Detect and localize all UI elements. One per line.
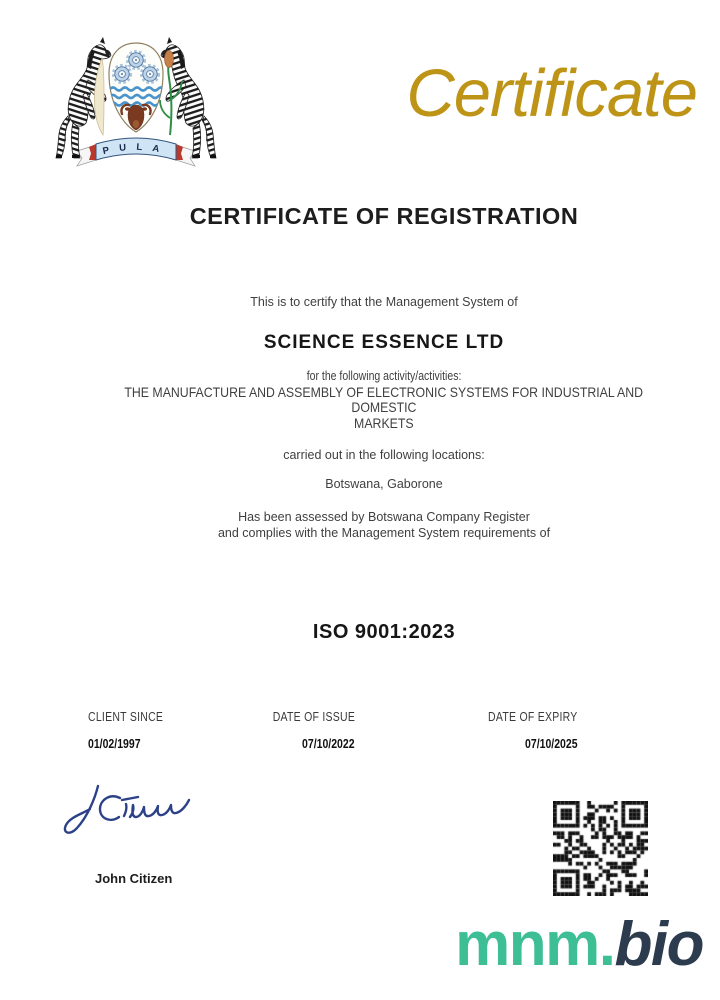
brand-primary: mnm. — [455, 910, 615, 979]
pula-banner — [72, 138, 200, 166]
signer-name: John Citizen — [95, 871, 173, 886]
qr-code — [553, 801, 648, 896]
banner-text: PULA — [101, 141, 171, 158]
locations-intro: carried out in the following locations: — [283, 448, 485, 462]
date-of-issue-value: 07/10/2022 — [302, 737, 355, 751]
brand-secondary: bio — [614, 910, 703, 979]
client-since-label: CLIENT SINCE — [88, 710, 164, 724]
botswana-coat-of-arms — [42, 28, 230, 174]
activity-line: DOMESTIC — [351, 399, 417, 416]
date-of-issue-cell — [257, 710, 355, 751]
client-since-value: 01/02/1997 — [88, 737, 141, 751]
company-name: SCIENCE ESSENCE LTD — [263, 332, 505, 353]
activity-block — [48, 369, 720, 432]
standard-name: ISO 9001:2023 — [312, 621, 456, 643]
brand-logo — [455, 910, 703, 979]
date-of-expiry-cell — [471, 710, 578, 751]
signature-scribble — [58, 778, 198, 850]
assessed-line: Has been assessed by Botswana Company Register — [238, 510, 530, 524]
activity-intro: for the following activity/activities: — [306, 369, 462, 383]
location-value: Botswana, Gaborone — [325, 477, 443, 491]
certify-line: This is to certify that the Management System of — [250, 295, 518, 309]
date-of-issue-label: DATE OF ISSUE — [272, 710, 355, 724]
page-title: CERTIFICATE OF REGISTRATION — [189, 203, 579, 229]
client-since-cell — [88, 710, 178, 751]
date-of-expiry-value: 07/10/2025 — [525, 737, 578, 751]
assessed-block — [48, 509, 720, 541]
assessed-line: and complies with the Management System requirements of — [217, 526, 551, 541]
certificate-script-word: Certificate — [406, 56, 697, 131]
activity-line: THE MANUFACTURE AND ASSEMBLY OF ELECTRONIC SYSTEMS FOR INDUSTRIAL AND — [124, 383, 644, 400]
activity-line: MARKETS — [354, 415, 414, 432]
date-of-expiry-label: DATE OF EXPIRY — [488, 710, 578, 724]
